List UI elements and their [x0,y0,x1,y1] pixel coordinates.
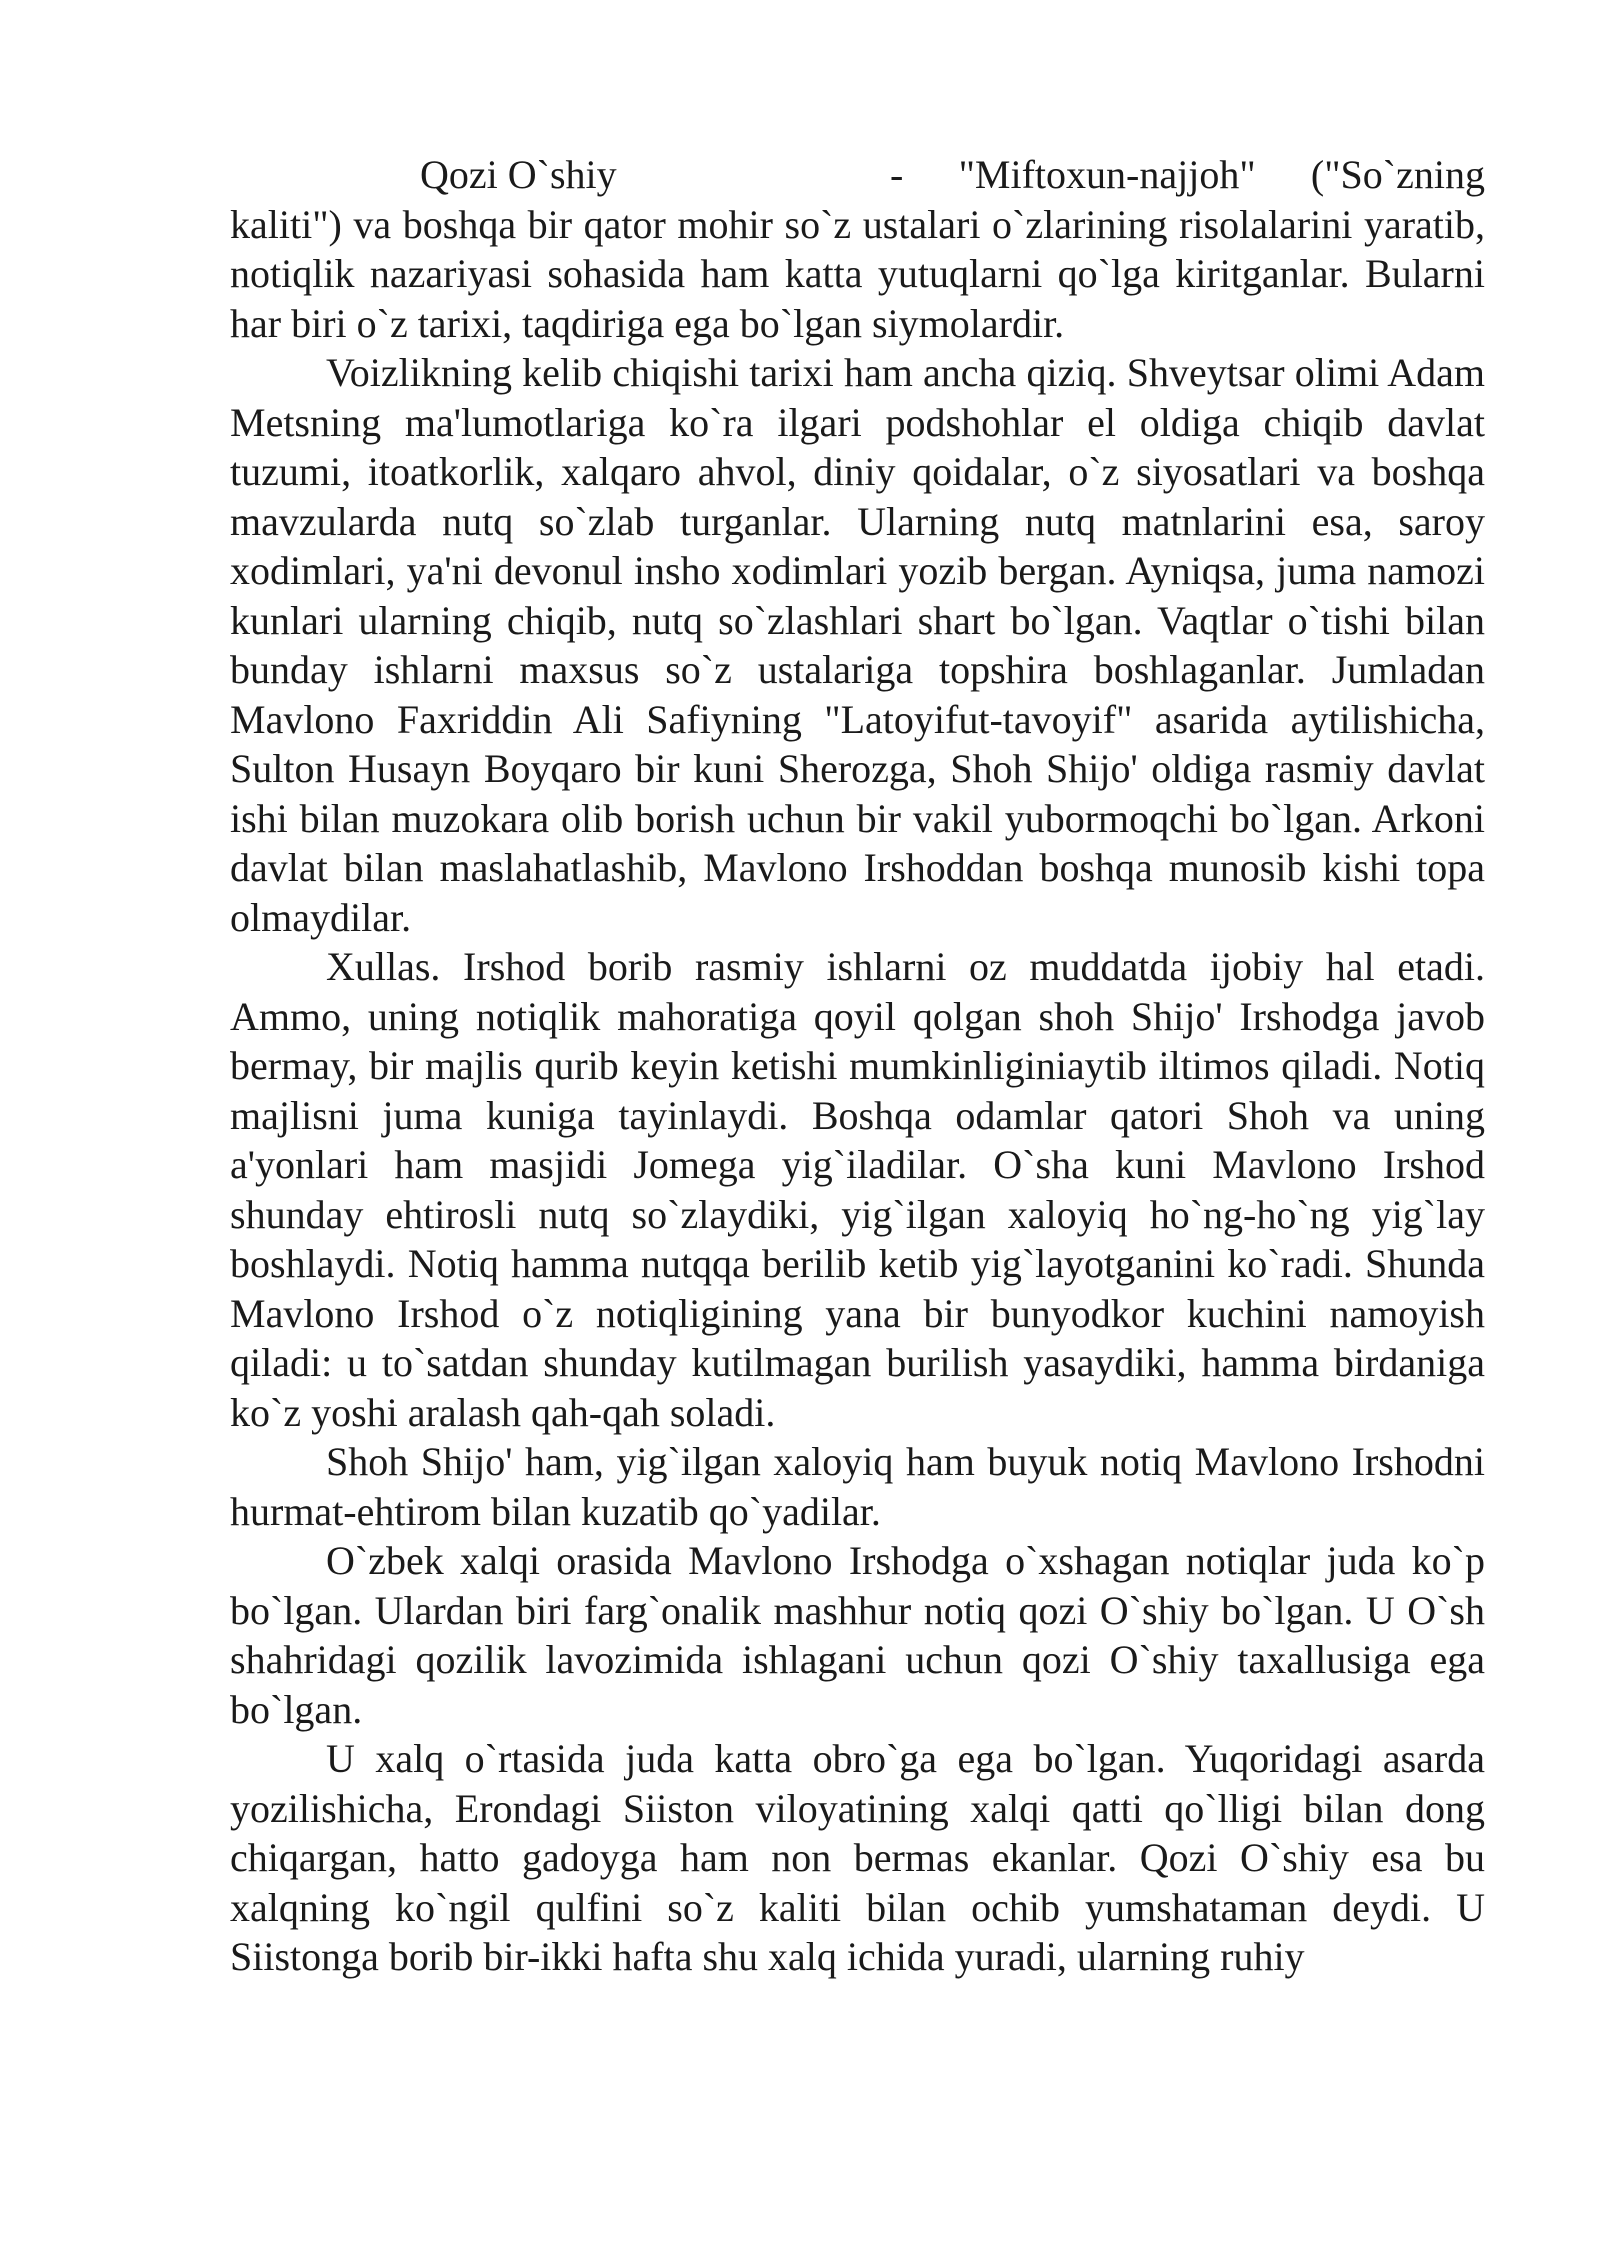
paragraph-4: Shoh Shijo' ham, yig`ilgan xaloyiq ham buyuk notiq Mavlono Irshodni hurmat-ehtirom bilan kuzatib qo`yadilar. [230,1439,1485,1534]
paragraph-1 [230,150,1485,348]
paragraph-2: Voizlikning kelib chiqishi tarixi ham ancha qiziq. Shveytsar olimi Adam Metsning ma'lumotlariga ko`ra ilgari podshohlar el oldiga chiqib davlat tuzumi, itoatkorlik, xalqaro ahvol, diniy qoidalar, o`z siyosatlari va boshqa mavzularda nutq so`zlab turganlar. Ularning nutq matnlarini esa, saroy xodimlari, ya'ni devonul insho xodimlari yozib bergan. Ayniqsa, juma namozi kunlari ularning chiqib, nutq so`zlashlari shart bo`lgan. Vaqtlar o`tishi bilan bunday ishlarni maxsus so`z ustalariga topshira boshlaganlar. Jumladan Mavlono Faxriddin Ali Safiyning "Latoyifut-tavoyif" asarida aytilishicha, Sulton Husayn Boyqaro bir kuni Sherozga, Shoh Shijo' oldiga rasmiy davlat ishi bilan muzokara olib borish uchun bir vakil yubormoqchi bo`lgan. Arkoni davlat bilan maslahatlashib, Mavlono Irshoddan boshqa munosib kishi topa olmaydilar. [230,350,1485,940]
paragraph-5: O`zbek xalqi orasida Mavlono Irshodga o`xshagan notiqlar juda ko`p bo`lgan. Ulardan biri farg`onalik mashhur notiq qozi O`shiy bo`lgan. U O`sh shahridagi qozilik lavozimida ishlagani uchun qozi O`shiy taxallusiga ega bo`lgan. [230,1538,1485,1732]
title-segment [890,150,1485,200]
work-title: "Miftoxun-najjoh" [958,152,1256,197]
paragraph-3: Xullas. Irshod borib rasmiy ishlarni oz muddatda ijobiy hal etadi. Ammo, uning notiqlik mahoratiga qoyil qolgan shoh Shijo' Irshodga javob bermay, bir majlis qurib keyin ketishi mumkinliginiaytib iltimos qiladi. Notiq majlisni juma kuniga tayinlaydi. Boshqa odamlar qatori Shoh va uning a'yonlari ham masjidi Jomega yig`iladilar. O`sha kuni Mavlono Irshod shunday ehtirosli nutq so`zlaydiki, yig`ilgan xaloyiq ho`ng-ho`ng yig`lay boshlaydi. Notiq hamma nutqqa berilib ketib yig`layotganini ko`radi. Shunda Mavlono Irshod o`z notiqligining yana bir bunyodkor kuchini namoyish qiladi: u to`satdan shunday kutilmagan burilish yasaydiki, hamma birdaniga ko`z yoshi aralash qah-qah soladi. [230,944,1485,1435]
paragraph-1-first-line [230,150,1485,200]
dash: - [890,152,904,197]
document-body [230,150,1485,1982]
author-name: Qozi O`shiy [420,152,617,197]
paragraph-1-continuation: kaliti") va boshqa bir qator mohir so`z ustalari o`zlarining risolalarini yaratib, notiqlik nazariyasi sohasida ham katta yutuqlarni qo`lga kiritganlar. Bularni har biri o`z tarixi, taqdiriga ega bo`lgan siymolardir. [230,201,1485,346]
paragraph-6: U xalq o`rtasida juda katta obro`ga ega bo`lgan. Yuqoridagi asarda yozilishicha, Erondagi Siiston viloyatining xalqi qatti qo`lligi bilan dong chiqargan, hatto gadoyga ham non bermas ekanlar. Qozi O`shiy esa bu xalqning ko`ngil qulfini so`z kaliti bilan ochib yumshataman deydi. U Siistonga borib bir-ikki hafta shu xalq ichida yuradi, ularning ruhiy [230,1736,1485,1979]
work-translation: ("So`zning [1310,152,1485,197]
